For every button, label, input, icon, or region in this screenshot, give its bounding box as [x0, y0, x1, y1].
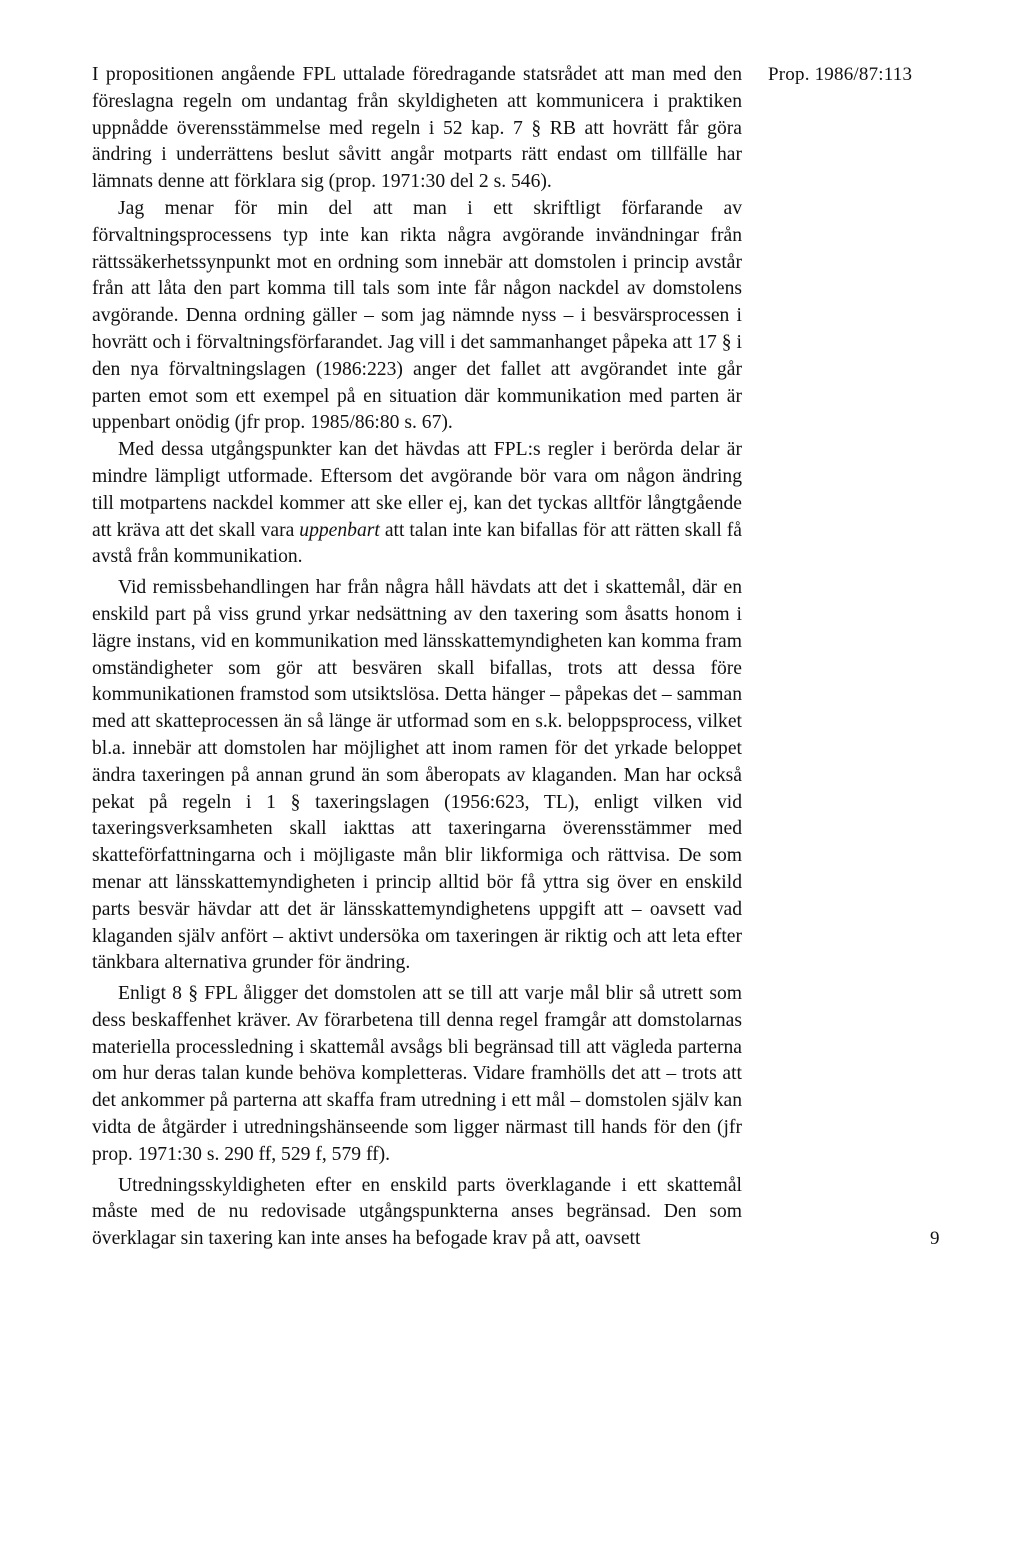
body-text: [92, 62, 742, 1253]
emphasis-uppenbart: uppenbart: [299, 519, 380, 541]
paragraph-2: Jag menar för min del att man i ett skriftligt förfarande av förvaltningsprocessens typ inte kan rikta några avgörande invändningar från rättssäkerhetssynpunkt mot en ordning som innebär att domstolen i princip avstår från att låta den part komma till tals som inte får någon nackdel av domstolens avgörande. Denna ordning gäller – som jag nämnde nyss – i besvärsprocessen i hovrätt och i förvaltningsförfarandet. Jag vill i det sammanhanget påpeka att 17 § i den nya förvaltningslagen (1986:223) anger det fallet att avgörandet inte går parten emot som ett exempel på en situation där kommunikation med parten är uppenbart onödig (jfr prop. 1985/86:80 s. 67).: [92, 197, 742, 434]
paragraph-3-text: Med dessa utgångspunkter kan det hävdas att FPL:s regler i berörda delar är mindre lämpligt utformade. Eftersom det avgörande bör vara om någon ändring till motpartens nackdel kommer att ske eller ej, kan det tyckas alltför långtgående att kräva att det skall vara uppenbart att talan inte kan bifallas för att rätten skall få avstå från kommunikation.: [92, 439, 742, 568]
paragraph-5: Enligt 8 § FPL åligger det domstolen att se till att varje mål blir så utrett som dess beskaffenhet kräver. Av förarbetena till denna regel framgår att domstolarnas materiella processledning i skattemål avsågs bli begränsad till att vägleda parterna om hur deras talan kunde behöva kompletteras. Vidare framhölls det att – trots att det ankommer på parterna att skaffa fram utredning i ett mål – domstolen själv kan vidta de åtgärder i utredningshänseende som ligger närmast till hands för den (jfr prop. 1971:30 s. 290 ff, 529 f, 579 ff).: [92, 983, 742, 1165]
paragraph-6: Utredningsskyldigheten efter en enskild parts överklagande i ett skattemål måste med de nu redovisade utgångspunkterna anses begränsad. Den som överklagar sin taxering kan inte anses ha befogade krav på att, oavsett: [92, 1174, 742, 1250]
paragraph-3: [92, 437, 742, 571]
paragraph-4: Vid remissbehandlingen har från några håll hävdats att det i skattemål, där en enskild part på viss grund yrkar nedsättning av den taxering som åsatts honom i lägre instans, vid en kommunikation med länsskattemyndigheten kan komma fram omständigheter som gör att besvären skall bifallas, trots att dessa före kommunikationen framstod som utsiktslösa. Detta hänger – påpekas det – samman med att skatteprocessen än så länge är utformad som en s.k. beloppsprocess, vilket bl.a. innebär att domstolen har möjlighet att inom ramen för det yrkade beloppet ändra taxeringen på annan grund än som åberopats av klaganden. Man har också pekat på regeln i 1 § taxeringslagen (1956:623, TL), enligt vilken vid taxeringsverksamheten skall iakttas att taxeringarna överensstämmer med skatteförfattningarna och i möjligaste mån blir likformiga och rättvisa. De som menar att länsskattemyndigheten i princip alltid bör få yttra sig över en enskild parts besvär hävdar att det är länsskattemyndighetens uppgift att – oavsett vad klaganden själv anfört – aktivt undersöka om taxeringen är riktig och att leta efter tänkbara alternativa grunder för ändring.: [92, 577, 742, 974]
proposition-reference: Prop. 1986/87:113: [768, 64, 913, 85]
paragraph-1: I propositionen angående FPL uttalade föredragande statsrådet att man med den föreslagna regeln om undantag från skyldigheten att kommunicera i praktiken uppnådde överensstämmelse med regeln i 52 kap. 7 § RB att hovrätt får göra ändring i underrättens beslut såvitt angår motparts rätt endast om tillfälle har lämnats denne att förklara sig (prop. 1971:30 del 2 s. 546).: [92, 64, 742, 193]
page-number: 9: [930, 1228, 940, 1249]
